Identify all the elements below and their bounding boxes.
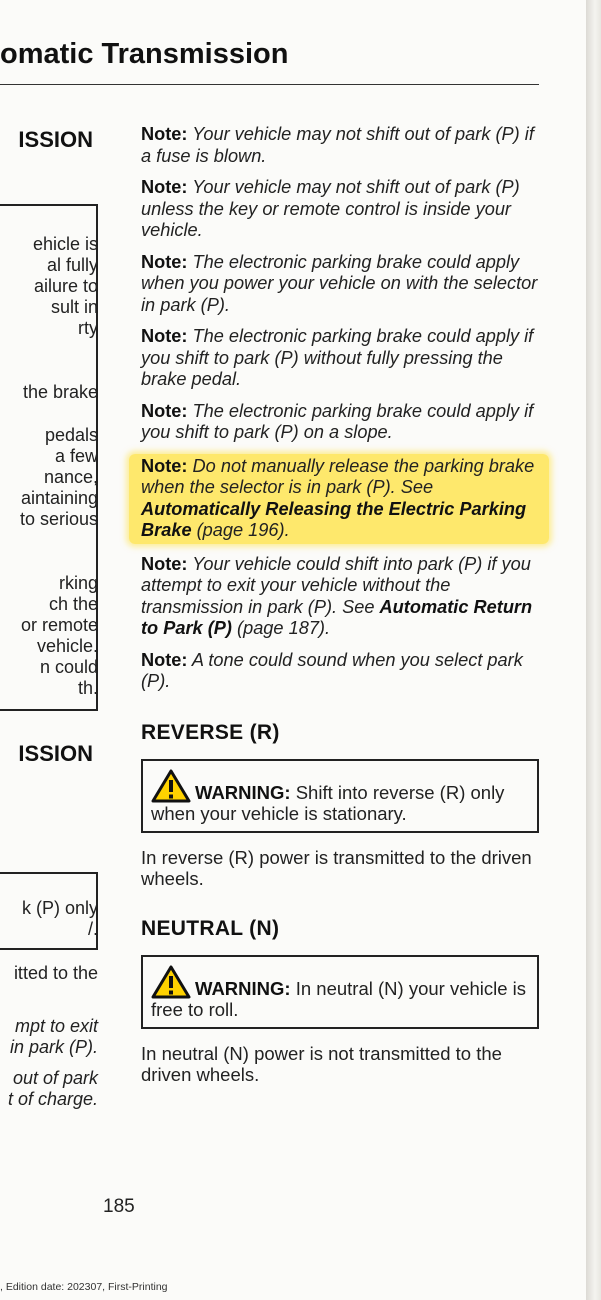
left-line: ch the: [48, 594, 98, 614]
left-column-cropped: [0, 0, 120, 1300]
left-line: th.: [77, 678, 98, 698]
cross-reference-link[interactable]: Automatically Releasing the Electric Parking Brake: [141, 498, 527, 540]
section-heading-neutral: NEUTRAL (N): [141, 916, 280, 940]
note-label: Note:: [141, 649, 188, 670]
note: [141, 650, 539, 693]
warning-triangle-icon: [151, 769, 191, 803]
note-text: The electronic parking brake could apply when you power your vehicle on with the selector in park (P).: [141, 251, 538, 315]
left-line: pedals: [44, 425, 98, 445]
left-line: nance,: [43, 467, 98, 487]
page-reference: (page 196).: [191, 520, 290, 540]
left-line: rking: [58, 573, 98, 593]
footer-edition: , Edition date: 202307, First-Printing: [0, 1281, 168, 1293]
left-line: a few: [54, 446, 98, 466]
note: [141, 326, 539, 391]
left-line: or remote: [20, 615, 98, 635]
neutral-body: In neutral (N) power is not transmitted to the driven wheels.: [141, 1042, 502, 1085]
right-column: [141, 124, 539, 1095]
left-line: the brake: [22, 382, 98, 402]
left-line: vehicle.: [36, 636, 98, 656]
note-text: Your vehicle may not shift out of park (P) unless the key or remote control is inside your vehicle.: [141, 177, 520, 240]
note: [141, 252, 539, 317]
left-line: ehicle is: [32, 234, 98, 254]
note-text: The electronic parking brake could apply if you shift to park (P) without fully pressing the brake pedal.: [141, 326, 534, 389]
left-line: k (P) only: [21, 898, 98, 918]
left-line: al fully: [46, 255, 98, 275]
left-line: rty: [78, 318, 98, 338]
note-label: Note:: [141, 251, 188, 272]
left-line: out of park: [12, 1068, 98, 1088]
note: [141, 401, 539, 444]
page-header-title: omatic Transmission: [0, 38, 289, 70]
note: [141, 554, 539, 640]
page-reference: (page 187).: [231, 618, 331, 638]
note-text: Your vehicle could shift into park (P) if you attempt to exit your vehicle without the transmission in park (P). See: [141, 553, 531, 617]
left-line: aintaining: [20, 488, 98, 508]
note-highlighted: [129, 454, 549, 544]
left-line: t of charge.: [7, 1089, 98, 1109]
note-text: A tone could sound when you select park (P).: [141, 649, 523, 691]
page-number: 185: [103, 1196, 135, 1217]
left-heading-2: ISSION: [18, 741, 93, 766]
note-text: Your vehicle may not shift out of park (P) if a fuse is blown.: [141, 124, 534, 166]
book-spine-edge: [586, 0, 601, 1300]
section-heading-reverse: REVERSE (R): [141, 720, 280, 744]
note: [141, 177, 539, 242]
note-label: Note:: [141, 124, 188, 144]
warning-text: In neutral (N) your vehicle is free to roll.: [151, 977, 527, 1020]
left-line: n could: [39, 657, 98, 677]
left-heading-1: ISSION: [18, 127, 93, 152]
left-line: ailure to: [33, 276, 98, 296]
left-line: sult in: [50, 297, 98, 317]
warning-text: Shift into reverse (R) only when your vehicle is stationary.: [151, 781, 505, 824]
left-line: mpt to exit: [14, 1016, 98, 1036]
warning-label: WARNING:: [195, 977, 291, 999]
note-text: Do not manually release the parking brake when the selector is in park (P). See: [141, 455, 535, 497]
warning-triangle-icon: [151, 965, 191, 999]
note: [141, 124, 539, 167]
note-label: Note:: [141, 553, 188, 574]
note-label: Note:: [141, 455, 188, 476]
note-text: The electronic parking brake could apply if you shift to park (P) on a slope.: [141, 400, 534, 442]
note-label: Note:: [141, 400, 188, 421]
warning-box-neutral: [141, 955, 539, 1029]
reverse-body: In reverse (R) power is transmitted to the driven wheels.: [141, 846, 532, 889]
left-line: in park (P).: [9, 1037, 98, 1057]
note-label: Note:: [141, 177, 188, 197]
left-line: itted to the: [13, 963, 98, 983]
left-line: to serious: [19, 509, 98, 529]
left-line: /.: [87, 919, 98, 939]
warning-label: WARNING:: [195, 781, 291, 803]
warning-box-reverse: [141, 759, 539, 833]
note-label: Note:: [141, 326, 188, 346]
cross-reference-link[interactable]: Automatic Return to Park (P): [141, 596, 533, 638]
